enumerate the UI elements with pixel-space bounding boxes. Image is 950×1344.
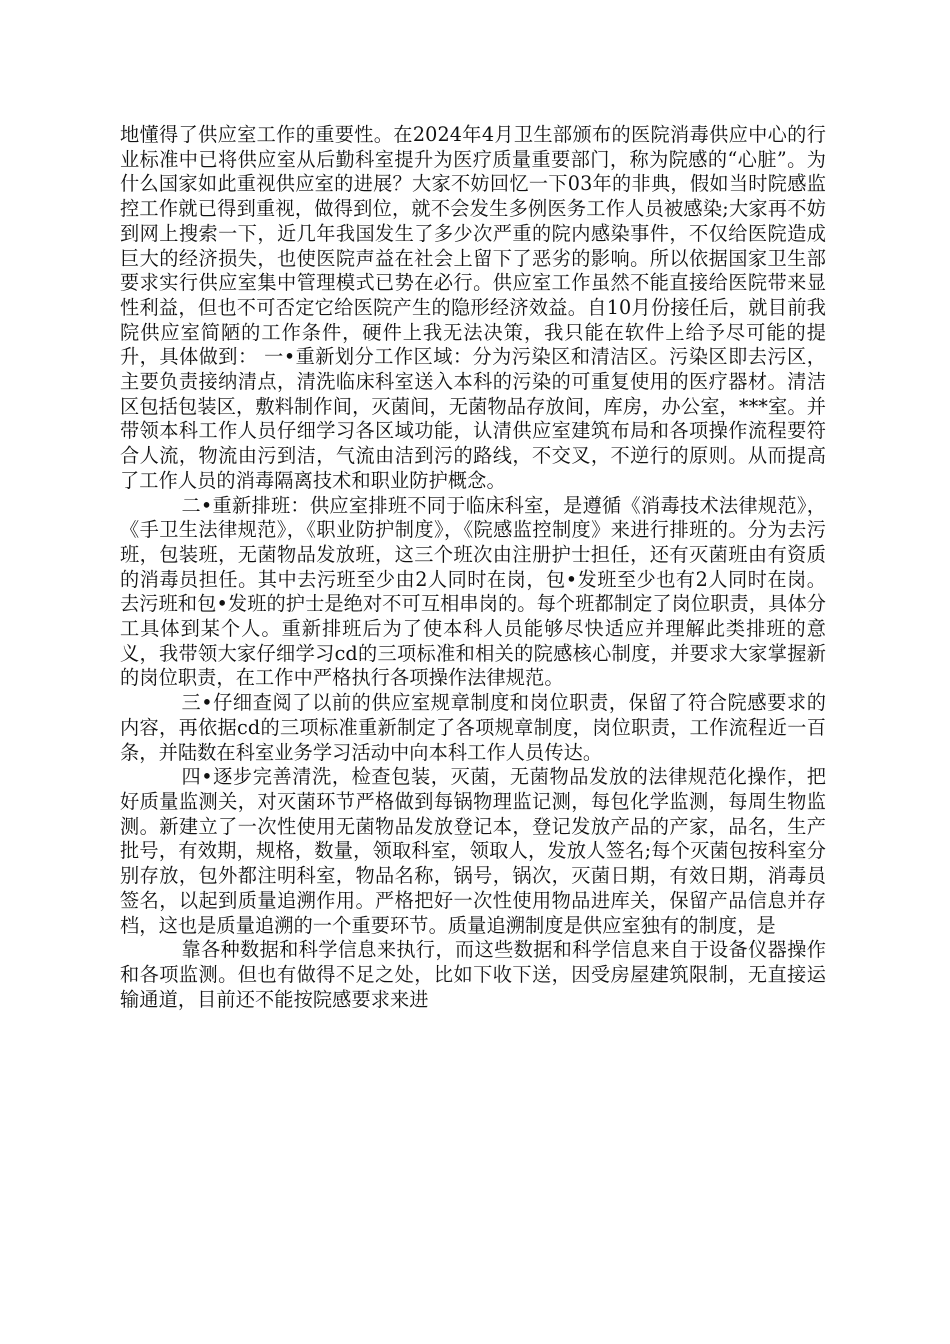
paragraph-4: 四•逐步完善清洗，检查包装，灭菌，无菌物品发放的法律规范化操作，把好质量监测关，对灭菌环节严格做到每锅物理监记测，每包化学监测，每周生物监测。新建立了一次性使用无菌物品发放登记本，登记发放产品的产家，品名，生产批号，有效期，规格，数量，领取科室，领取人，发放人签名;每个灭菌包按科室分别存放，包外都注明科室，物品名称，锅号，锅次，灭菌日期，有效日期，消毒员签名，以起到质量追溯作用。严格把好一次性使用物品进库关，保留产品信息并存档，这也是质量追溯的一个重要环节。质量追溯制度是供应室独有的制度，是	[120, 765, 826, 937]
paragraph-5: 靠各种数据和科学信息来执行，而这些数据和科学信息来自于设备仪器操作和各项监测。但也有做得不足之处，比如下收下送，因受房屋建筑限制，无直接运输通道，目前还不能按院感要求来进	[120, 938, 826, 1011]
paragraph-1: 地懂得了供应室工作的重要性。在2024年4月卫生部颁布的医院消毒供应中心的行业标准中已将供应室从后勤科室提升为医疗质量重要部门，称为院感的“心脏”。为什么国家如此重视供应室的进展？大家不妨回忆一下03年的非典，假如当时院感监控工作就已得到重视，做得到位，就不会发生多例医务工作人员被感染;大家再不妨到网上搜索一下，近几年我国发生了多少次严重的院内感染事件，不仅给医院造成巨大的经济损失，也使医院声益在社会上留下了恶劣的影响。所以依据国家卫生部要求实行供应室集中管理模式已势在必行。供应室工作虽然不能直接给医院带来显性利益，但也不可否定它给医院产生的隐形经济效益。自10月份接任后，就目前我院供应室简陋的工作条件，硬件上我无法决策，我只能在软件上给予尽可能的提升，具体做到： 一•重新划分工作区域：分为污染区和清洁区。污染区即去污区，主要负责接纳清点，清洗临床科室送入本科的污染的可重复使用的医疗器材。清洁区包括包装区，敷料制作间，灭菌间，无菌物品存放间，库房，办公室，***室。并带领本科工作人员仔细学习各区域功能，认清供应室建筑布局和各项操作流程要符合人流，物流由污到洁，气流由洁到污的路线，不交叉，不逆行的原则。从而提高了工作人员的消毒隔离技术和职业防护概念。	[120, 123, 826, 492]
paragraph-3: 三•仔细查阅了以前的供应室规章制度和岗位职责，保留了符合院感要求的内容，再依据cd的三项标准重新制定了各项规章制度，岗位职责，工作流程近一百条，并陆数在科室业务学习活动中向本科工作人员传达。	[120, 691, 826, 764]
document-body	[120, 123, 826, 1012]
paragraph-2: 二•重新排班：供应室排班不同于临床科室，是遵循《消毒技术法律规范》，《手卫生法律规范》，《职业防护制度》，《院感监控制度》来进行排班的。分为去污班，包装班，无菌物品发放班，这三个班次由注册护士担任，还有灭菌班由有资质的消毒员担任。其中去污班至少由2人同时在岗，包•发班至少也有2人同时在岗。去污班和包•发班的护士是绝对不可互相串岗的。每个班都制定了岗位职责，具体分工具体到某个人。重新排班后为了使本科人员能够尽快适应并理解此类排班的意义，我带领大家仔细学习cd的三项标准和相关的院感核心制度，并要求大家掌握新的岗位职责，在工作中严格执行各项操作法律规范。	[120, 493, 826, 690]
